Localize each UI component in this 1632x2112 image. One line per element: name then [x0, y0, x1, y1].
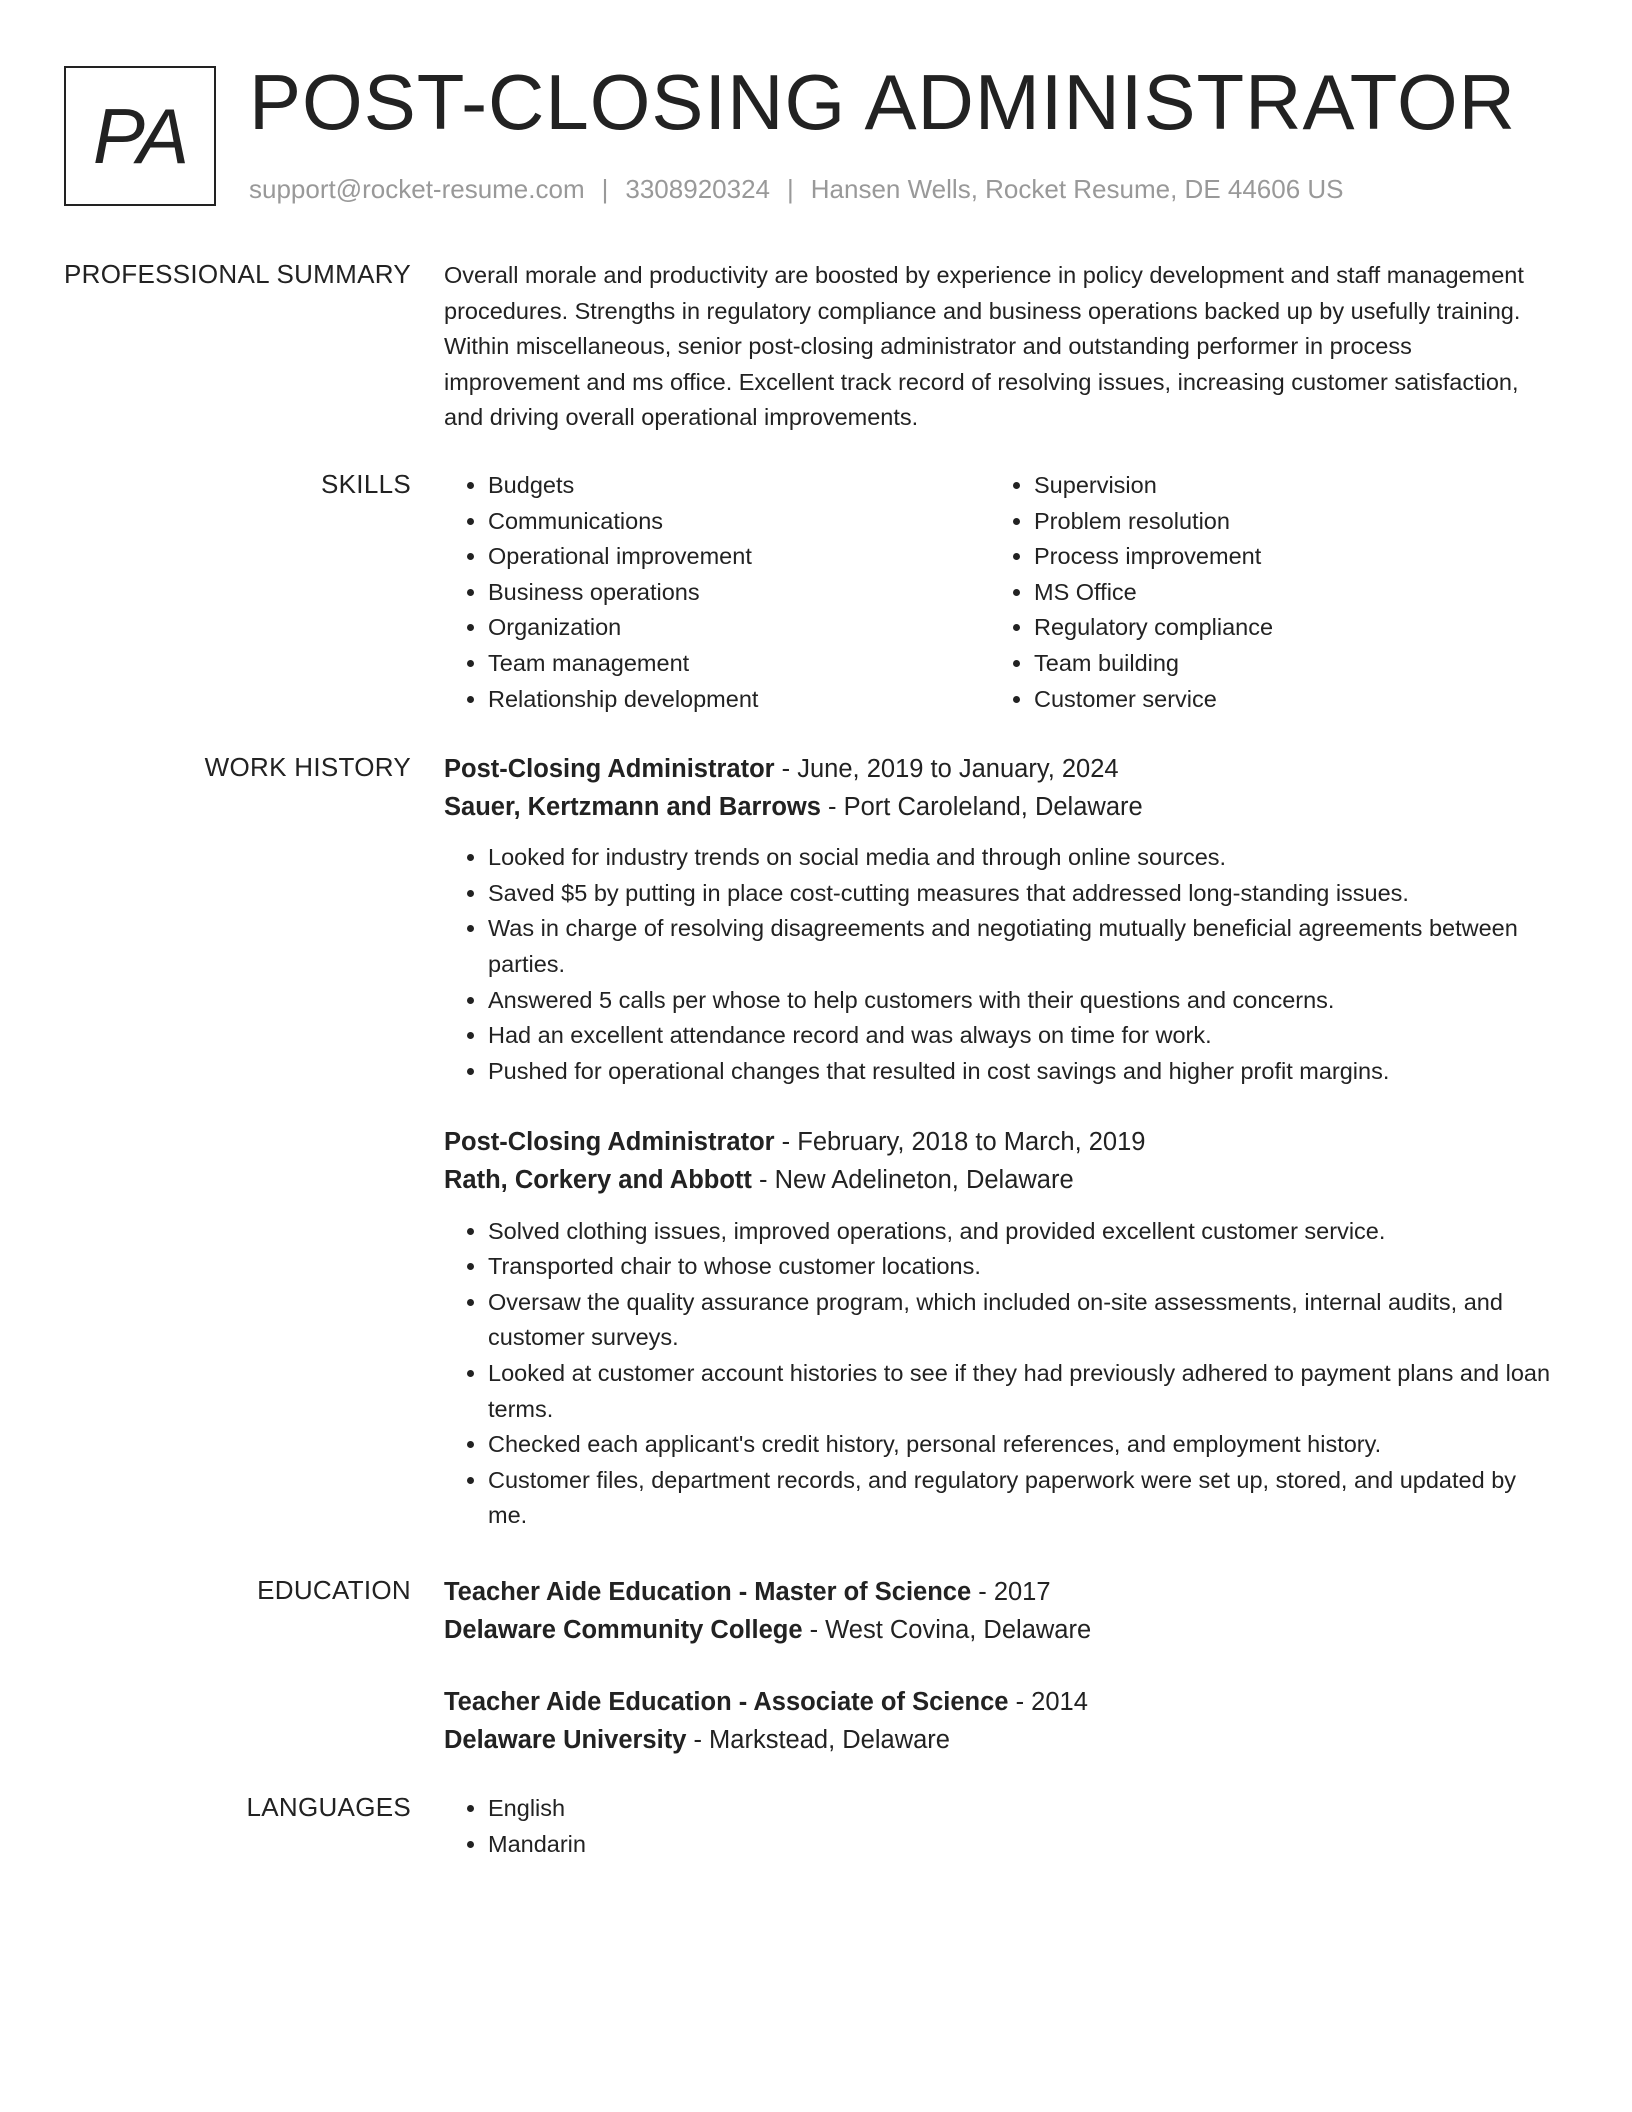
education-location: - Markstead, Delaware [686, 1725, 950, 1754]
job-company-line [444, 789, 1554, 827]
job-bullet: • Looked for industry trends on social media and through online sources. [488, 840, 1554, 876]
job-bullet: • Saved $5 by putting in place cost-cutting measures that addressed long-standing issues. [488, 876, 1554, 912]
skills-list-left [444, 468, 990, 717]
skill-item: • Problem resolution [1034, 504, 1534, 540]
education-degree: Teacher Aide Education - Master of Science [444, 1578, 972, 1606]
job-title-line [444, 751, 1554, 789]
section-label: SKILLS [321, 469, 411, 499]
contact-separator: | [787, 174, 794, 204]
section-label: EDUCATION [257, 1575, 411, 1605]
contact-address: Hansen Wells, Rocket Resume, DE 44606 US [810, 174, 1344, 204]
job-bullet: • Transported chair to whose customer locations. [488, 1249, 1554, 1285]
job-bullet: • Looked at customer account histories to see if they had previously adhered to payment plans and loan terms. [488, 1356, 1554, 1427]
section-label: WORK HISTORY [204, 752, 411, 782]
job-bullet: • Solved clothing issues, improved operations, and provided excellent customer service. [488, 1214, 1554, 1250]
job-location: - Port Caroleland, Delaware [820, 792, 1143, 821]
education-year: - 2014 [1008, 1688, 1088, 1717]
education-degree: Teacher Aide Education - Associate of Science [444, 1688, 1009, 1717]
summary-content [444, 258, 1554, 436]
skill-item: • Process improvement [1034, 539, 1534, 575]
languages-list [444, 1791, 1554, 1862]
section-label: LANGUAGES [246, 1792, 411, 1822]
job-bullet: • Was in charge of resolving disagreements and negotiating mutually beneficial agreements between parties. [488, 911, 1554, 982]
summary-text: Overall morale and productivity are boosted by experience in policy development and staff management procedures. Strengths in regulatory compliance and business operations backed up by usefully training. Within miscellaneous, senior post-closing administrator and outstanding performer in process improvement and ms office. Excellent track record of resolving issues, increasing customer satisfaction, and driving overall operational improvements. [444, 262, 1524, 431]
skill-item: • MS Office [1034, 575, 1534, 611]
job-company: Rath, Corkery and Abbott [444, 1165, 752, 1194]
contact-line [249, 174, 1344, 204]
contact-phone[interactable]: 3308920324 [625, 174, 770, 204]
job-entry [444, 1124, 1554, 1534]
education-school: Delaware University [444, 1725, 687, 1754]
skill-item: • Regulatory compliance [1034, 610, 1534, 646]
job-title: Post-Closing Administrator [444, 755, 775, 783]
education-entry [444, 1684, 1554, 1759]
job-bullet: • Oversaw the quality assurance program, which included on-site assessments, internal audits, and customer surveys. [488, 1285, 1554, 1356]
skills-list-right [990, 468, 1534, 717]
education-degree-line [444, 1684, 1554, 1722]
language-item: • English [488, 1791, 1554, 1827]
skill-item: • Customer service [1034, 682, 1534, 718]
education-year: - 2017 [971, 1578, 1051, 1606]
job-bullet: • Pushed for operational changes that resulted in cost savings and higher profit margins. [488, 1054, 1554, 1090]
contact-separator: | [601, 174, 609, 204]
skill-item: • Team management [488, 646, 990, 682]
work-history-content [444, 751, 1554, 1534]
contact-email[interactable]: support@rocket-resume.com [249, 174, 585, 204]
language-item: • Mandarin [488, 1827, 1554, 1863]
job-bullet: • Customer files, department records, and regulatory paperwork were set up, stored, and updated by me. [488, 1463, 1554, 1534]
education-degree-line [444, 1574, 1554, 1612]
education-school-line [444, 1722, 1554, 1760]
job-location: - New Adelineton, Delaware [751, 1165, 1074, 1194]
job-bullet: • Had an excellent attendance record and was always on time for work. [488, 1018, 1554, 1054]
skill-item: • Supervision [1034, 468, 1534, 504]
skill-item: • Budgets [488, 468, 990, 504]
skill-item: • Operational improvement [488, 539, 990, 575]
job-title-line [444, 1124, 1554, 1162]
education-school-line [444, 1612, 1554, 1650]
job-bullets [444, 1214, 1554, 1534]
section-label: PROFESSIONAL SUMMARY [64, 259, 411, 289]
skill-item: • Organization [488, 610, 990, 646]
job-title: Post-Closing Administrator [444, 1128, 775, 1157]
education-location: - West Covina, Delaware [802, 1615, 1092, 1644]
job-company: Sauer, Kertzmann and Barrows [444, 792, 821, 821]
job-company-line [444, 1162, 1554, 1200]
skill-item: • Communications [488, 504, 990, 540]
job-bullet: • Checked each applicant's credit history, personal references, and employment history. [488, 1427, 1554, 1463]
job-entry [444, 751, 1554, 1089]
skills-content [444, 468, 1554, 717]
job-dates: - February, 2018 to March, 2019 [774, 1128, 1146, 1157]
skill-item: • Team building [1034, 646, 1534, 682]
languages-content [444, 1791, 1554, 1862]
job-dates: - June, 2019 to January, 2024 [774, 755, 1119, 783]
education-entry [444, 1574, 1554, 1649]
job-bullet: • Answered 5 calls per whose to help customers with their questions and concerns. [488, 983, 1554, 1019]
skill-item: • Relationship development [488, 682, 990, 718]
job-bullets [444, 840, 1554, 1089]
education-school: Delaware Community College [444, 1615, 803, 1644]
education-content [444, 1574, 1554, 1759]
page-title: POST-CLOSING ADMINISTRATOR [249, 58, 1516, 146]
skill-item: • Business operations [488, 575, 990, 611]
monogram-logo: PA [64, 66, 216, 206]
